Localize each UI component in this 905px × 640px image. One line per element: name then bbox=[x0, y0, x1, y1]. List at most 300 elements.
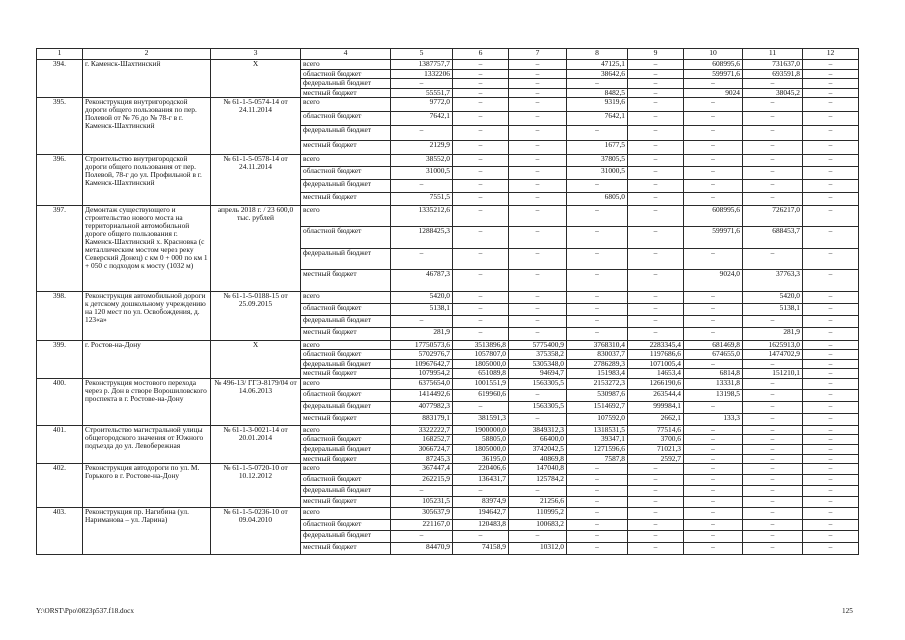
funding-source: местный бюджет bbox=[301, 543, 391, 555]
amount-cell: 7551,5 bbox=[391, 192, 453, 205]
amount-cell: 5138,1 bbox=[391, 303, 453, 315]
record-number: 403. bbox=[37, 508, 83, 554]
amount-cell: – bbox=[509, 270, 567, 292]
amount-cell: – bbox=[453, 291, 509, 303]
funding-source: федеральный бюджет bbox=[301, 316, 391, 328]
funding-source: местный бюджет bbox=[301, 414, 391, 426]
amount-cell: – bbox=[509, 69, 567, 79]
object-name: Реконструкция автодороги по ул. М. Горького в г. Ростове-на-Дону bbox=[83, 464, 211, 508]
funding-source: федеральный бюджет bbox=[301, 248, 391, 270]
funding-source: федеральный бюджет bbox=[301, 126, 391, 140]
amount-cell: – bbox=[684, 543, 743, 555]
amount-cell: – bbox=[628, 519, 684, 531]
amount-cell: 726217,0 bbox=[743, 205, 803, 227]
amount-cell: 94694,7 bbox=[509, 369, 567, 379]
funding-source: федеральный бюджет bbox=[301, 531, 391, 543]
funding-source: всего bbox=[301, 98, 391, 112]
funding-source: местный бюджет bbox=[301, 192, 391, 205]
amount-cell: – bbox=[803, 270, 859, 292]
amount-cell: 2129,9 bbox=[391, 140, 453, 154]
amount-cell: 133,3 bbox=[684, 414, 743, 426]
column-number: 10 bbox=[684, 49, 743, 60]
document-reference: № 61-1-5-0720-10 от 10.12.2012 bbox=[211, 464, 301, 508]
document-reference: X bbox=[211, 60, 301, 98]
amount-cell: 599971,6 bbox=[684, 227, 743, 249]
amount-cell: 74158,9 bbox=[453, 543, 509, 555]
amount-cell: – bbox=[509, 328, 567, 340]
record-number: 400. bbox=[37, 378, 83, 425]
amount-cell: – bbox=[743, 126, 803, 140]
page-number: 125 bbox=[842, 607, 853, 615]
amount-cell: – bbox=[803, 340, 859, 350]
amount-cell: – bbox=[509, 88, 567, 98]
amount-cell: – bbox=[803, 69, 859, 79]
amount-cell: 125784,2 bbox=[509, 475, 567, 486]
amount-cell: – bbox=[509, 154, 567, 167]
table-row bbox=[37, 508, 859, 520]
amount-cell: 2153272,3 bbox=[567, 378, 628, 390]
amount-cell: – bbox=[453, 167, 509, 180]
amount-cell: – bbox=[509, 79, 567, 89]
amount-cell: – bbox=[391, 531, 453, 543]
amount-cell: – bbox=[684, 464, 743, 475]
amount-cell: – bbox=[684, 425, 743, 435]
amount-cell: 100683,2 bbox=[509, 519, 567, 531]
amount-cell: – bbox=[628, 464, 684, 475]
funding-source: областной бюджет bbox=[301, 519, 391, 531]
amount-cell: – bbox=[567, 316, 628, 328]
record-number: 395. bbox=[37, 98, 83, 155]
amount-cell: – bbox=[803, 402, 859, 414]
footer-file-path: Y:\ORST\Ppo\0823p537.f18.docx bbox=[36, 607, 134, 615]
table-row bbox=[37, 154, 859, 167]
amount-cell: – bbox=[628, 270, 684, 292]
amount-cell: 46787,3 bbox=[391, 270, 453, 292]
funding-source: областной бюджет bbox=[301, 350, 391, 360]
amount-cell: – bbox=[743, 167, 803, 180]
amount-cell: – bbox=[628, 303, 684, 315]
budget-table bbox=[36, 48, 859, 555]
amount-cell: – bbox=[684, 126, 743, 140]
amount-cell: – bbox=[803, 328, 859, 340]
amount-cell: – bbox=[684, 445, 743, 455]
amount-cell: – bbox=[803, 414, 859, 426]
amount-cell: 168252,7 bbox=[391, 435, 453, 445]
amount-cell: – bbox=[453, 98, 509, 112]
record-number: 397. bbox=[37, 205, 83, 291]
amount-cell: – bbox=[628, 192, 684, 205]
amount-cell: – bbox=[567, 291, 628, 303]
amount-cell: 17750573,6 bbox=[391, 340, 453, 350]
column-number: 2 bbox=[83, 49, 211, 60]
amount-cell: – bbox=[743, 519, 803, 531]
amount-cell: 1079954,2 bbox=[391, 369, 453, 379]
amount-cell: 136431,7 bbox=[453, 475, 509, 486]
amount-cell: – bbox=[453, 180, 509, 193]
amount-cell: 10967642,7 bbox=[391, 359, 453, 369]
amount-cell: 3849312,3 bbox=[509, 425, 567, 435]
amount-cell: 120483,8 bbox=[453, 519, 509, 531]
amount-cell: 3322222,7 bbox=[391, 425, 453, 435]
amount-cell: – bbox=[803, 248, 859, 270]
amount-cell: – bbox=[743, 112, 803, 126]
amount-cell: – bbox=[743, 464, 803, 475]
amount-cell: 1288425,3 bbox=[391, 227, 453, 249]
funding-source: областной бюджет bbox=[301, 303, 391, 315]
amount-cell: 151210,1 bbox=[743, 369, 803, 379]
amount-cell: – bbox=[803, 350, 859, 360]
amount-cell: 619960,6 bbox=[453, 390, 509, 402]
object-name: г. Каменск-Шахтинский bbox=[83, 60, 211, 98]
amount-cell: – bbox=[509, 248, 567, 270]
amount-cell: – bbox=[453, 60, 509, 70]
amount-cell: – bbox=[509, 414, 567, 426]
funding-source: всего bbox=[301, 378, 391, 390]
amount-cell: – bbox=[453, 79, 509, 89]
amount-cell: – bbox=[567, 227, 628, 249]
document-reference: апрель 2018 г. / 23 600,0 тыс. рублей bbox=[211, 205, 301, 291]
amount-cell: 7642,1 bbox=[391, 112, 453, 126]
document-reference: № 61-1-5-0188-15 от 25.09.2015 bbox=[211, 291, 301, 340]
amount-cell: – bbox=[453, 140, 509, 154]
amount-cell: 110995,2 bbox=[509, 508, 567, 520]
amount-cell: – bbox=[453, 531, 509, 543]
amount-cell: – bbox=[628, 154, 684, 167]
amount-cell: – bbox=[743, 316, 803, 328]
amount-cell: – bbox=[803, 486, 859, 497]
amount-cell: – bbox=[628, 126, 684, 140]
amount-cell: – bbox=[453, 227, 509, 249]
amount-cell: 9319,6 bbox=[567, 98, 628, 112]
funding-source: местный бюджет bbox=[301, 369, 391, 379]
amount-cell: – bbox=[803, 369, 859, 379]
amount-cell: 1001551,9 bbox=[453, 378, 509, 390]
amount-cell: 58805,0 bbox=[453, 435, 509, 445]
amount-cell: – bbox=[391, 248, 453, 270]
table-row bbox=[37, 464, 859, 475]
funding-source: местный бюджет bbox=[301, 270, 391, 292]
amount-cell: – bbox=[684, 192, 743, 205]
amount-cell: 38642,6 bbox=[567, 69, 628, 79]
amount-cell: – bbox=[743, 531, 803, 543]
amount-cell: – bbox=[743, 497, 803, 508]
amount-cell: – bbox=[391, 126, 453, 140]
amount-cell: – bbox=[684, 167, 743, 180]
amount-cell: – bbox=[743, 359, 803, 369]
amount-cell: 281,9 bbox=[743, 328, 803, 340]
funding-source: местный бюджет bbox=[301, 454, 391, 464]
amount-cell: – bbox=[803, 445, 859, 455]
amount-cell: 37763,3 bbox=[743, 270, 803, 292]
amount-cell: – bbox=[684, 359, 743, 369]
amount-cell: – bbox=[453, 486, 509, 497]
column-number: 11 bbox=[743, 49, 803, 60]
funding-source: федеральный бюджет bbox=[301, 445, 391, 455]
object-name: Демонтаж существующего и строительство нового моста на территориальной автомобильной дороге общего пользования г. Каменск-Шахтинский х. Красновка (с металлическим мостом через реку Северский Донец) с км 0 + 000 по км 1 + 050 с подходом к мосту (1032 м) bbox=[83, 205, 211, 291]
amount-cell: – bbox=[743, 378, 803, 390]
amount-cell: 1514692,7 bbox=[567, 402, 628, 414]
amount-cell: 40869,8 bbox=[509, 454, 567, 464]
amount-cell: – bbox=[684, 435, 743, 445]
amount-cell: – bbox=[453, 126, 509, 140]
amount-cell: 3700,6 bbox=[628, 435, 684, 445]
amount-cell: – bbox=[803, 79, 859, 89]
amount-cell: – bbox=[453, 248, 509, 270]
amount-cell: – bbox=[391, 180, 453, 193]
table-row bbox=[37, 291, 859, 303]
amount-cell: 71021,3 bbox=[628, 445, 684, 455]
amount-cell: 830037,7 bbox=[567, 350, 628, 360]
amount-cell: 375358,2 bbox=[509, 350, 567, 360]
amount-cell: – bbox=[453, 154, 509, 167]
amount-cell: – bbox=[567, 79, 628, 89]
amount-cell: 1414492,6 bbox=[391, 390, 453, 402]
amount-cell: – bbox=[628, 248, 684, 270]
record-number: 401. bbox=[37, 425, 83, 463]
funding-source: всего bbox=[301, 205, 391, 227]
amount-cell: 47125,1 bbox=[567, 60, 628, 70]
amount-cell: 5775400,9 bbox=[509, 340, 567, 350]
amount-cell: 221167,0 bbox=[391, 519, 453, 531]
amount-cell: 1071005,4 bbox=[628, 359, 684, 369]
amount-cell: – bbox=[453, 69, 509, 79]
amount-cell: – bbox=[628, 486, 684, 497]
amount-cell: – bbox=[628, 79, 684, 89]
amount-cell: 194642,7 bbox=[453, 508, 509, 520]
amount-cell: – bbox=[509, 167, 567, 180]
amount-cell: – bbox=[803, 126, 859, 140]
amount-cell: 21256,6 bbox=[509, 497, 567, 508]
amount-cell: – bbox=[743, 390, 803, 402]
table-row bbox=[37, 340, 859, 350]
amount-cell: – bbox=[567, 486, 628, 497]
amount-cell: 3513896,8 bbox=[453, 340, 509, 350]
amount-cell: – bbox=[743, 140, 803, 154]
amount-cell: – bbox=[743, 98, 803, 112]
amount-cell: – bbox=[803, 112, 859, 126]
amount-cell: – bbox=[628, 180, 684, 193]
amount-cell: – bbox=[453, 205, 509, 227]
amount-cell: – bbox=[803, 435, 859, 445]
funding-source: всего bbox=[301, 425, 391, 435]
column-number-row bbox=[37, 49, 859, 60]
amount-cell: – bbox=[743, 475, 803, 486]
amount-cell: – bbox=[567, 303, 628, 315]
table-row bbox=[37, 98, 859, 112]
amount-cell: – bbox=[684, 316, 743, 328]
funding-source: всего bbox=[301, 154, 391, 167]
amount-cell: 1332206 bbox=[391, 69, 453, 79]
amount-cell: 5420,0 bbox=[391, 291, 453, 303]
funding-source: местный бюджет bbox=[301, 497, 391, 508]
amount-cell: 1057807,0 bbox=[453, 350, 509, 360]
amount-cell: 1677,5 bbox=[567, 140, 628, 154]
amount-cell: 674655,0 bbox=[684, 350, 743, 360]
amount-cell: – bbox=[803, 454, 859, 464]
amount-cell: 9772,0 bbox=[391, 98, 453, 112]
amount-cell: – bbox=[628, 112, 684, 126]
amount-cell: – bbox=[567, 543, 628, 555]
object-name: Строительство внутригородской дороги общего пользования от пер. Полевой, 78-г до ул. Профильной в г. Каменск-Шахтинский bbox=[83, 154, 211, 205]
object-name: Реконструкция пр. Нагибина (ул. Нариманова – ул. Ларина) bbox=[83, 508, 211, 554]
amount-cell: – bbox=[743, 425, 803, 435]
funding-source: всего bbox=[301, 291, 391, 303]
amount-cell: 1563305,5 bbox=[509, 378, 567, 390]
record-number: 398. bbox=[37, 291, 83, 340]
amount-cell: – bbox=[453, 303, 509, 315]
amount-cell: – bbox=[509, 390, 567, 402]
amount-cell: – bbox=[628, 98, 684, 112]
amount-cell: 1387757,7 bbox=[391, 60, 453, 70]
amount-cell: – bbox=[803, 140, 859, 154]
amount-cell: – bbox=[509, 140, 567, 154]
amount-cell: – bbox=[803, 531, 859, 543]
document-reference: № 61-1-5-0578-14 от 24.11.2014 bbox=[211, 154, 301, 205]
amount-cell: – bbox=[684, 328, 743, 340]
funding-source: областной бюджет bbox=[301, 390, 391, 402]
amount-cell: – bbox=[509, 192, 567, 205]
amount-cell: 9024 bbox=[684, 88, 743, 98]
column-number: 7 bbox=[509, 49, 567, 60]
amount-cell: 55551,7 bbox=[391, 88, 453, 98]
amount-cell: – bbox=[509, 316, 567, 328]
record-number: 399. bbox=[37, 340, 83, 378]
amount-cell: 5420,0 bbox=[743, 291, 803, 303]
amount-cell: – bbox=[391, 79, 453, 89]
amount-cell: 7587,8 bbox=[567, 454, 628, 464]
funding-source: федеральный бюджет bbox=[301, 486, 391, 497]
amount-cell: 7642,1 bbox=[567, 112, 628, 126]
document-reference: № 61-1-3-0021-14 от 20.01.2014 bbox=[211, 425, 301, 463]
amount-cell: – bbox=[803, 464, 859, 475]
amount-cell: – bbox=[803, 497, 859, 508]
amount-cell: 651089,8 bbox=[453, 369, 509, 379]
amount-cell: – bbox=[803, 508, 859, 520]
amount-cell: – bbox=[453, 328, 509, 340]
amount-cell: 2662,1 bbox=[628, 414, 684, 426]
amount-cell: 6375654,0 bbox=[391, 378, 453, 390]
amount-cell: – bbox=[628, 140, 684, 154]
amount-cell: 681469,8 bbox=[684, 340, 743, 350]
amount-cell: – bbox=[628, 475, 684, 486]
amount-cell: – bbox=[628, 497, 684, 508]
amount-cell: – bbox=[684, 508, 743, 520]
funding-source: всего bbox=[301, 60, 391, 70]
amount-cell: – bbox=[453, 316, 509, 328]
amount-cell: 1318531,5 bbox=[567, 425, 628, 435]
amount-cell: – bbox=[567, 248, 628, 270]
amount-cell: 83974,9 bbox=[453, 497, 509, 508]
amount-cell: 107592,0 bbox=[567, 414, 628, 426]
amount-cell: – bbox=[803, 390, 859, 402]
amount-cell: – bbox=[743, 445, 803, 455]
column-number: 8 bbox=[567, 49, 628, 60]
amount-cell: 367447,4 bbox=[391, 464, 453, 475]
amount-cell: – bbox=[684, 180, 743, 193]
amount-cell: 1335212,6 bbox=[391, 205, 453, 227]
amount-cell: 263544,4 bbox=[628, 390, 684, 402]
amount-cell: – bbox=[803, 316, 859, 328]
amount-cell: 1900000,0 bbox=[453, 425, 509, 435]
amount-cell: 1266190,6 bbox=[628, 378, 684, 390]
amount-cell: – bbox=[509, 531, 567, 543]
amount-cell: 1625913,0 bbox=[743, 340, 803, 350]
amount-cell: – bbox=[803, 154, 859, 167]
document-reference: № 496-13/ ГГЭ-8179/04 от 14.06.2013 bbox=[211, 378, 301, 425]
amount-cell: 1805000,0 bbox=[453, 445, 509, 455]
table-row bbox=[37, 378, 859, 390]
amount-cell: 3066724,7 bbox=[391, 445, 453, 455]
amount-cell: – bbox=[509, 112, 567, 126]
amount-cell: – bbox=[803, 291, 859, 303]
amount-cell: 6814,8 bbox=[684, 369, 743, 379]
amount-cell: – bbox=[743, 180, 803, 193]
amount-cell: 883179,1 bbox=[391, 414, 453, 426]
amount-cell: – bbox=[684, 402, 743, 414]
amount-cell: 281,9 bbox=[391, 328, 453, 340]
column-number: 6 bbox=[453, 49, 509, 60]
amount-cell: – bbox=[803, 167, 859, 180]
funding-source: местный бюджет bbox=[301, 328, 391, 340]
amount-cell: 37805,5 bbox=[567, 154, 628, 167]
document-reference: X bbox=[211, 340, 301, 378]
amount-cell: 84470,9 bbox=[391, 543, 453, 555]
amount-cell: – bbox=[628, 69, 684, 79]
amount-cell: 4077982,3 bbox=[391, 402, 453, 414]
amount-cell: 688453,7 bbox=[743, 227, 803, 249]
amount-cell: 608995,6 bbox=[684, 60, 743, 70]
funding-source: всего bbox=[301, 340, 391, 350]
amount-cell: – bbox=[628, 88, 684, 98]
amount-cell: 66400,0 bbox=[509, 435, 567, 445]
amount-cell: – bbox=[509, 486, 567, 497]
amount-cell: – bbox=[743, 79, 803, 89]
funding-source: федеральный бюджет bbox=[301, 180, 391, 193]
amount-cell: – bbox=[803, 475, 859, 486]
amount-cell: – bbox=[803, 192, 859, 205]
funding-source: областной бюджет bbox=[301, 69, 391, 79]
funding-source: федеральный бюджет bbox=[301, 402, 391, 414]
amount-cell: – bbox=[743, 192, 803, 205]
amount-cell: – bbox=[803, 519, 859, 531]
column-number: 3 bbox=[211, 49, 301, 60]
amount-cell: 599971,6 bbox=[684, 69, 743, 79]
amount-cell: – bbox=[803, 98, 859, 112]
amount-cell: – bbox=[684, 475, 743, 486]
table-body bbox=[37, 49, 859, 555]
amount-cell: – bbox=[567, 180, 628, 193]
amount-cell: 731637,0 bbox=[743, 60, 803, 70]
amount-cell: – bbox=[567, 464, 628, 475]
amount-cell: – bbox=[743, 402, 803, 414]
funding-source: областной бюджет bbox=[301, 167, 391, 180]
object-name: Реконструкция внутригородской дороги общего пользования по пер. Полевой от № 76 до № 78-г в г. Каменск-Шахтинский bbox=[83, 98, 211, 155]
amount-cell: – bbox=[684, 79, 743, 89]
amount-cell: – bbox=[684, 519, 743, 531]
record-number: 396. bbox=[37, 154, 83, 205]
funding-source: федеральный бюджет bbox=[301, 359, 391, 369]
amount-cell: – bbox=[509, 205, 567, 227]
amount-cell: 1563305,5 bbox=[509, 402, 567, 414]
amount-cell: – bbox=[628, 531, 684, 543]
amount-cell: 31000,5 bbox=[567, 167, 628, 180]
amount-cell: 381591,3 bbox=[453, 414, 509, 426]
amount-cell: – bbox=[743, 486, 803, 497]
document-reference: № 61-1-5-0574-14 от 24.11.2014 bbox=[211, 98, 301, 155]
amount-cell: – bbox=[684, 154, 743, 167]
amount-cell: – bbox=[684, 291, 743, 303]
amount-cell: – bbox=[803, 88, 859, 98]
